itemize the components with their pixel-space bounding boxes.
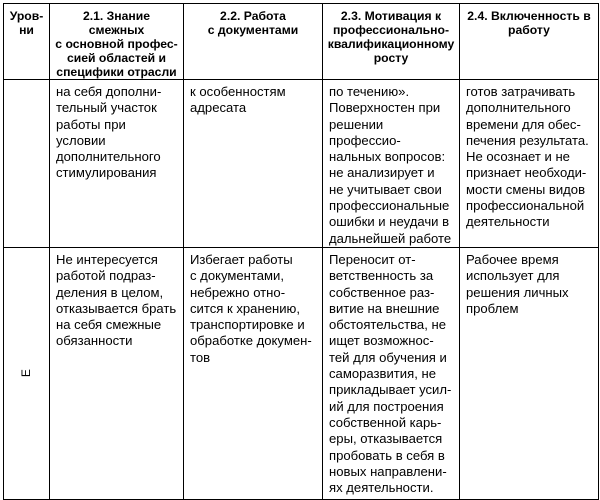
table-cell: готов затрачивать дополнительного времени для обес- печения результата. Не осознает и не признает необходи- мости смены видов профессиональной деятельности xyxy=(460,80,599,248)
table-cell: на себя дополни- тельный участок работы при условии дополнительного стимулирования xyxy=(50,80,184,248)
level-cell xyxy=(4,80,50,248)
table-cell: Не интересуется работой подраз- деления в целом, отказывается брать на себя смежные обязанности xyxy=(50,247,184,499)
table-row xyxy=(4,80,599,248)
table-cell: Избегает работы с документами, небрежно отно- сится к хранению, транспортировке и обработке докумен- тов xyxy=(184,247,323,499)
table-cell: Переносит от- ветственность за собственное раз- витие на внешние обстоятельства, не ищет возможнос- тей для обучения и саморазвития, не прикладывает усил- ий для построения собственной карь- еры, отказывается пробовать в себя в новых направлени- ях деятельности. xyxy=(323,247,460,499)
header-levels: Уров- ни xyxy=(4,4,50,80)
header-row xyxy=(4,4,599,80)
level-letter: Е xyxy=(19,369,34,378)
competency-table xyxy=(3,3,599,500)
header-involvement: 2.4. Включенность в работу xyxy=(460,4,599,80)
table-cell: к особенностям адресата xyxy=(184,80,323,248)
table-row xyxy=(4,247,599,499)
header-motivation: 2.3. Мотивация к профессионально- квалификационному росту xyxy=(323,4,460,80)
level-cell xyxy=(4,247,50,499)
document-page xyxy=(3,3,599,500)
table-cell: Рабочее время использует для решения личных проблем xyxy=(460,247,599,499)
header-documents: 2.2. Работа с документами xyxy=(184,4,323,80)
header-knowledge: 2.1. Знание смежных с основной профес- сией областей и специфики отрасли xyxy=(50,4,184,80)
table-cell: по течению». Поверхностен при решении профессио- нальных вопросов: не анализирует и не учитывает свои профессиональные ошибки и неудачи в дальнейшей работе xyxy=(323,80,460,248)
